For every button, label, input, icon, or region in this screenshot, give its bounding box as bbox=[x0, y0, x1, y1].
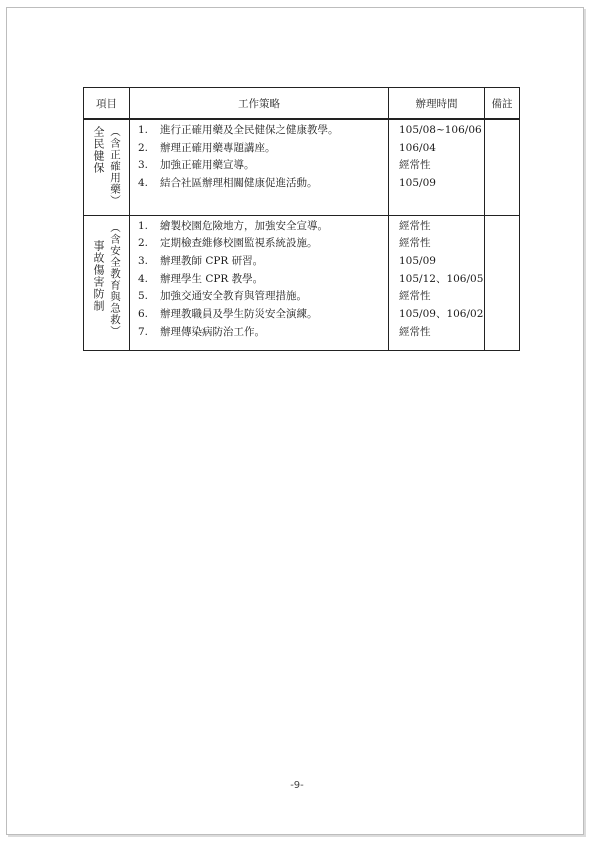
time-value: 105/09、106/02 bbox=[399, 307, 484, 320]
section-title: 事故傷害防制 bbox=[92, 239, 105, 312]
strategy-cell bbox=[130, 119, 389, 215]
note-cell bbox=[485, 215, 520, 350]
strategy-item: 3. 加強正確用藥宣導。 bbox=[138, 159, 255, 172]
strategy-item: 1. 進行正確用藥及全民健保之健康教學。 bbox=[138, 124, 339, 136]
section-subtitle: （含安全教育與急救） bbox=[109, 221, 121, 337]
section-subtitle: （含正確用藥） bbox=[109, 126, 121, 207]
note-cell bbox=[485, 119, 520, 215]
time-value: 105/09 bbox=[399, 254, 436, 267]
time-value: 經常性 bbox=[399, 237, 431, 250]
strategy-item: 5. 加強交通安全教育與管理措施。 bbox=[138, 290, 307, 303]
time-cell bbox=[389, 119, 485, 215]
header-strategy: 工作策略 bbox=[130, 88, 389, 120]
strategy-item: 6. 辦理教職員及學生防災安全演練。 bbox=[138, 307, 318, 320]
strategy-item: 3. 辦理教師 CPR 研習。 bbox=[138, 254, 264, 267]
strategy-cell bbox=[130, 215, 389, 350]
time-value: 經常性 bbox=[399, 159, 431, 172]
section-row-health-insurance bbox=[84, 119, 520, 215]
header-item: 項目 bbox=[84, 88, 130, 120]
header-time: 辦理時間 bbox=[389, 88, 485, 120]
section-item-cell bbox=[84, 215, 130, 350]
time-value: 105/12、106/05 bbox=[399, 272, 484, 285]
header-note: 備註 bbox=[485, 88, 520, 120]
time-value: 經常性 bbox=[399, 290, 431, 303]
strategy-item: 4. 結合社區辦理相關健康促進活動。 bbox=[138, 177, 318, 190]
time-cell bbox=[389, 215, 485, 350]
time-value: 105/09 bbox=[399, 177, 436, 190]
plan-table bbox=[83, 87, 520, 351]
strategy-item: 1. 繪製校園危險地方，加強安全宣導。 bbox=[138, 219, 328, 232]
strategy-item: 2. 定期檢查維修校園監視系統設施。 bbox=[138, 237, 318, 250]
section-row-injury-prevention bbox=[84, 215, 520, 350]
time-value: 經常性 bbox=[399, 219, 431, 232]
strategy-item: 2. 辦理正確用藥專題講座。 bbox=[138, 141, 276, 154]
section-title: 全民健保 bbox=[92, 126, 105, 174]
strategy-item: 7. 辦理傳染病防治工作。 bbox=[138, 325, 265, 338]
time-value: 106/04 bbox=[399, 141, 436, 154]
section-item-cell bbox=[84, 119, 130, 215]
time-value: 經常性 bbox=[399, 325, 431, 338]
strategy-item: 4. 辦理學生 CPR 教學。 bbox=[138, 272, 264, 285]
table-header-row bbox=[84, 88, 520, 120]
time-value: 105/08~106/06 bbox=[399, 124, 482, 136]
page-number: -9- bbox=[290, 780, 304, 791]
